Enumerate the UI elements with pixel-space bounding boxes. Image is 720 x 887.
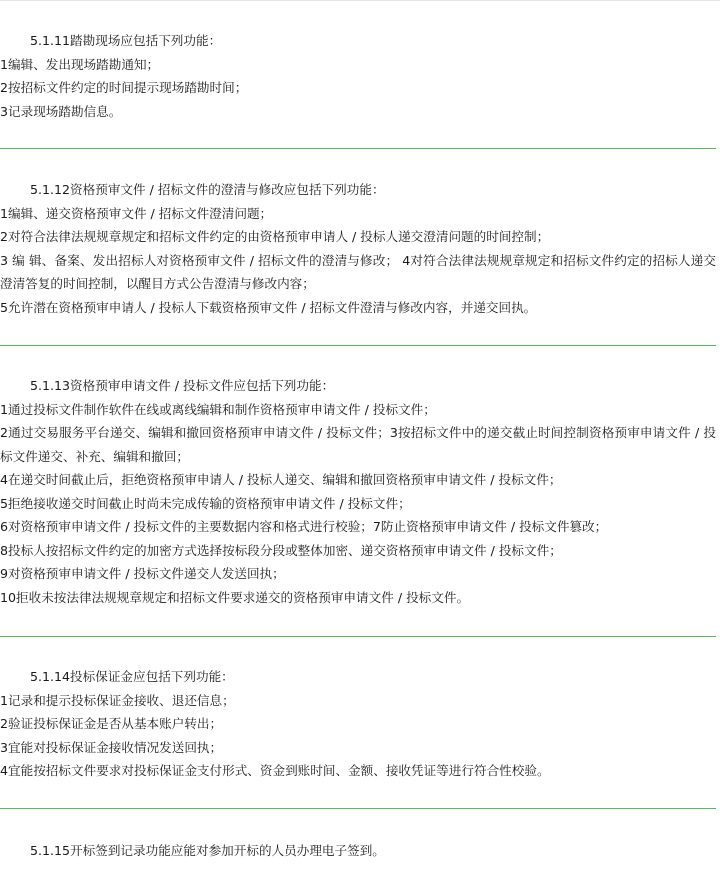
list-item: 2按招标文件约定的时间提示现场踏勘时间； [0,80,248,95]
list-item: 3 编 辑、备案、发出招标人对资格预审文件 / 招标文件的澄清与修改； 4对符合法律法规规章规定和招标文件约定的招标人递交澄清答复的时间控制，以醒目方式公告澄清与修改内容； [0,252,716,291]
section-divider [0,636,716,637]
list-item: 3记录现场踏勘信息。 [0,103,122,119]
list-item: 1编辑、递交资格预审文件 / 招标文件澄清问题； [0,205,273,221]
list-item: 1通过投标文件制作软件在线或离线编辑和制作资格预审申请文件 / 投标文件； [0,401,436,417]
top-border [0,0,720,1]
list-item: 6对资格预审申请文件 / 投标文件的主要数据内容和格式进行校验；7防止资格预审申请文件 / 投标文件篡改； [0,519,608,534]
section-title: 5.1.14投标保证金应包括下列功能： [30,669,234,684]
list-item: 2对符合法律法规规章规定和招标文件约定的由资格预审申请人 / 投标人递交澄清问题的时间控制； [0,229,550,244]
section-5-1-14 [0,665,716,783]
list-item: 2验证投标保证金是否从基本账户转出； [0,716,223,731]
list-item: 10拒收未按法律法规规章规定和招标文件要求递交的资格预审申请文件 / 投标文件。 [0,589,470,605]
section-divider [0,148,716,149]
section-title: 5.1.11踏勘现场应包括下列功能： [30,33,222,48]
list-item: 3宜能对投标保证金接收情况发送回执； [0,739,223,755]
section-divider [0,345,716,346]
section-5-1-12 [0,178,716,319]
section-title: 5.1.15开标签到记录功能应能对参加开标的人员办理电子签到。 [30,843,385,858]
section-5-1-15 [0,839,716,863]
list-item: 1记录和提示投标保证金接收、退还信息； [0,692,235,708]
list-item: 2通过交易服务平台递交、编辑和撤回资格预审申请文件 / 投标文件；3按招标文件中的递交截止时间控制资格预审申请文件 / 投标文件递交、补充、编辑和撤回； [0,425,716,464]
list-item: 5允许潜在资格预审申请人 / 投标人下载资格预审文件 / 招标文件澄清与修改内容，并递交回执。 [0,299,537,315]
section-title: 5.1.13资格预审申请文件 / 投标文件应包括下列功能： [30,378,335,393]
list-item: 4在递交时间截止后，拒绝资格预审申请人 / 投标人递交、编辑和撤回资格预审申请文件 / 投标文件； [0,472,562,487]
list-item: 4宜能按招标文件要求对投标保证金支付形式、资金到账时间、金额、接收凭证等进行符合性校验。 [0,763,550,778]
section-5-1-13 [0,374,716,609]
section-5-1-11 [0,29,716,123]
list-item: 1编辑、发出现场踏勘通知； [0,56,160,72]
section-divider [0,808,716,809]
list-item: 8投标人按招标文件约定的加密方式选择按标段分段或整体加密、递交资格预审申请文件 / 投标文件； [0,542,562,558]
list-item: 9对资格预审申请文件 / 投标文件递交人发送回执； [0,566,285,581]
list-item: 5拒绝接收递交时间截止时尚未完成传输的资格预审申请文件 / 投标文件； [0,495,411,511]
section-title: 5.1.12资格预审文件 / 招标文件的澄清与修改应包括下列功能： [30,182,385,197]
